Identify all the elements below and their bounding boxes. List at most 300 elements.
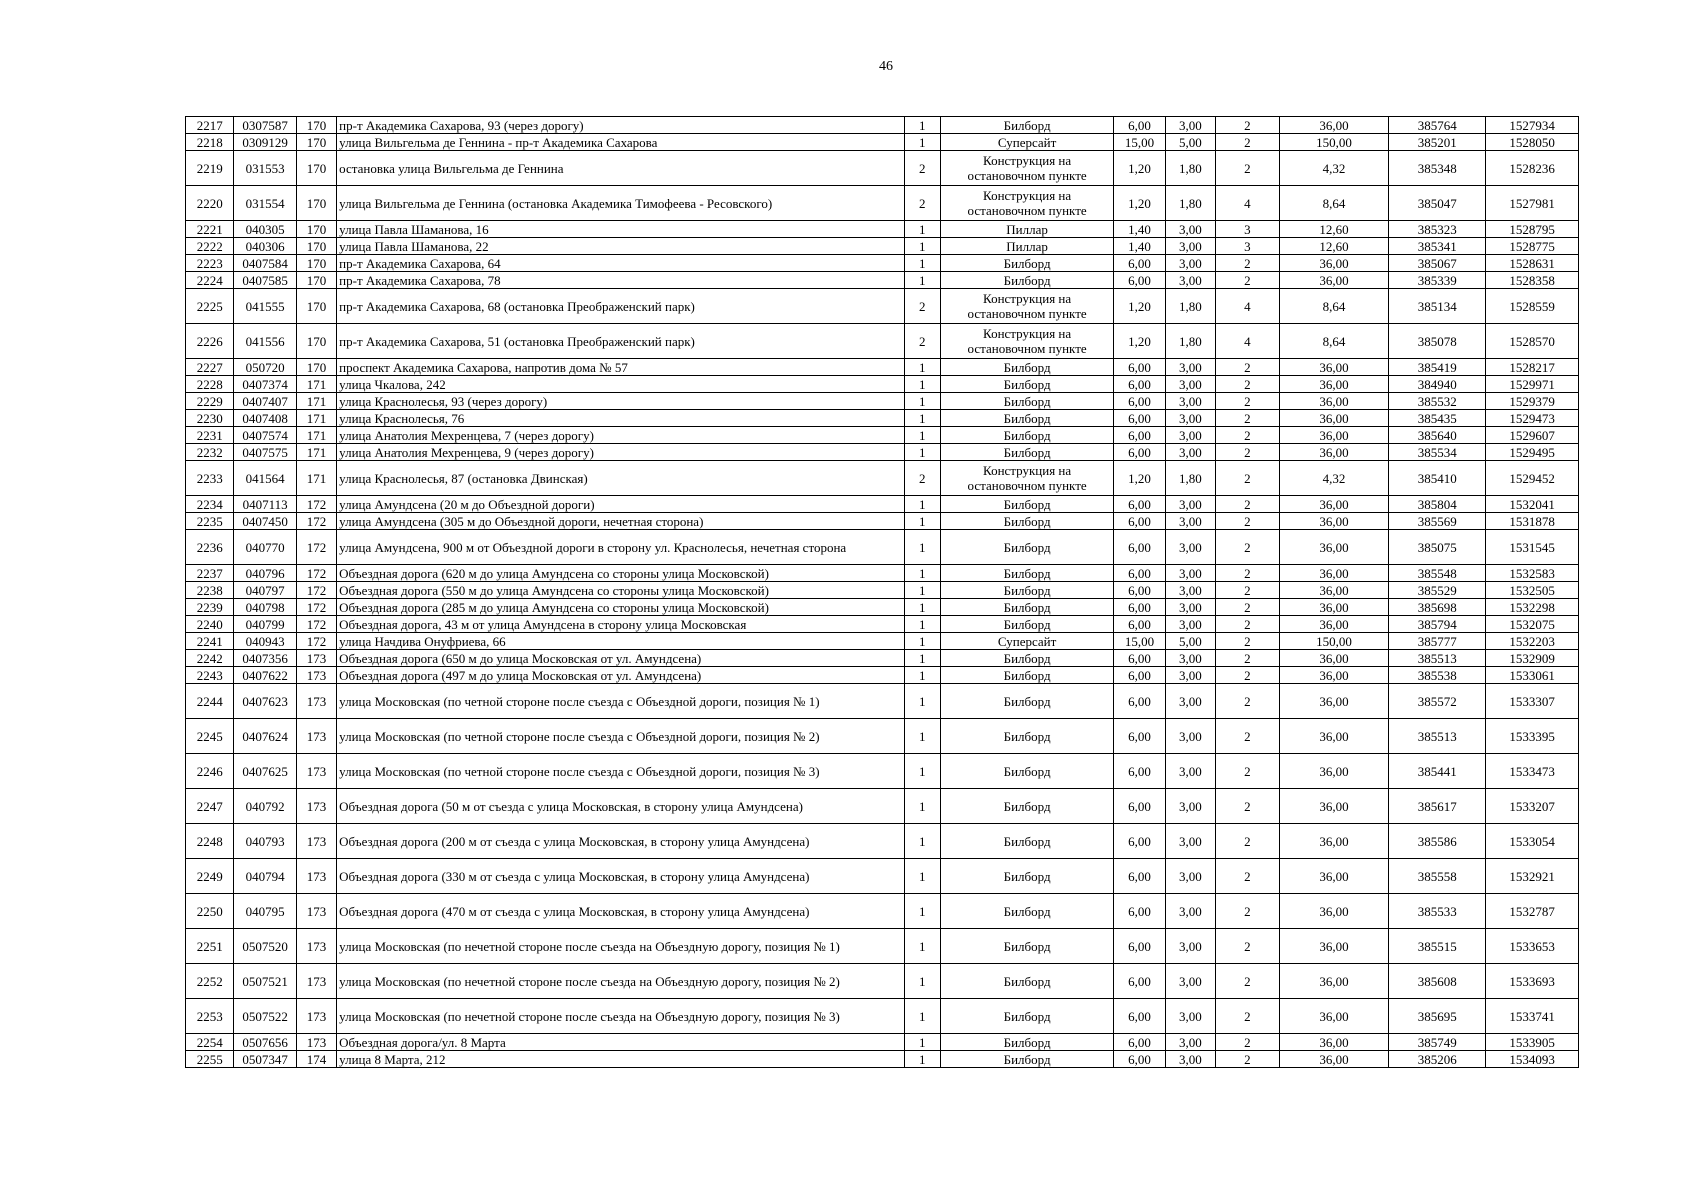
table-row [186,134,1579,151]
height-cell: 1,80 [1165,186,1215,221]
coord-y-cell: 1531545 [1486,530,1579,565]
address-cell: пр-т Академика Сахарова, 51 (остановка Преображенский парк) [337,324,904,359]
address-cell: улица Начдива Онуфриева, 66 [337,633,904,650]
structure-code-cell: 0407408 [234,410,296,427]
height-cell: 3,00 [1165,582,1215,599]
area-cell: 4,32 [1279,461,1389,496]
height-cell: 3,00 [1165,684,1215,719]
address-cell: улица Вильгельма де Геннина (остановка Академика Тимофеева - Ресовского) [337,186,904,221]
width-cell: 6,00 [1114,272,1165,289]
width-cell: 1,20 [1114,461,1165,496]
quantity-cell: 1 [904,824,940,859]
sides-cell: 2 [1216,684,1280,719]
sides-cell: 2 [1216,1051,1280,1068]
zone-cell: 170 [296,221,336,238]
structure-code-cell: 040305 [234,221,296,238]
structure-code-cell: 040793 [234,824,296,859]
zone-cell: 171 [296,427,336,444]
sides-cell: 2 [1216,582,1280,599]
area-cell: 36,00 [1279,894,1389,929]
coord-y-cell: 1533473 [1486,754,1579,789]
structure-code-cell: 0407575 [234,444,296,461]
structure-type-cell: Билборд [940,999,1113,1034]
width-cell: 6,00 [1114,754,1165,789]
row-number-cell: 2254 [186,1034,234,1051]
coord-y-cell: 1532298 [1486,599,1579,616]
coord-x-cell: 385410 [1389,461,1486,496]
quantity-cell: 2 [904,461,940,496]
structure-type-cell: Пиллар [940,221,1113,238]
coord-y-cell: 1528631 [1486,255,1579,272]
table-row [186,376,1579,393]
coord-y-cell: 1533905 [1486,1034,1579,1051]
coord-y-cell: 1533653 [1486,929,1579,964]
table-row [186,633,1579,650]
sides-cell: 2 [1216,134,1280,151]
table-row [186,824,1579,859]
structure-type-cell: Билборд [940,496,1113,513]
table-row [186,719,1579,754]
table-row [186,894,1579,929]
structure-type-cell: Конструкция на остановочном пункте [940,324,1113,359]
quantity-cell: 1 [904,667,940,684]
area-cell: 36,00 [1279,1034,1389,1051]
structure-code-cell: 041564 [234,461,296,496]
width-cell: 1,20 [1114,151,1165,186]
structure-code-cell: 0407623 [234,684,296,719]
structure-type-cell: Билборд [940,272,1113,289]
quantity-cell: 1 [904,255,940,272]
row-number-cell: 2234 [186,496,234,513]
zone-cell: 173 [296,667,336,684]
zone-cell: 173 [296,650,336,667]
coord-x-cell: 385533 [1389,894,1486,929]
structure-type-cell: Конструкция на остановочном пункте [940,289,1113,324]
table-row [186,117,1579,134]
zone-cell: 173 [296,789,336,824]
row-number-cell: 2224 [186,272,234,289]
structure-type-cell: Билборд [940,565,1113,582]
coord-y-cell: 1527981 [1486,186,1579,221]
zone-cell: 173 [296,684,336,719]
coord-y-cell: 1533307 [1486,684,1579,719]
area-cell: 36,00 [1279,616,1389,633]
coord-x-cell: 385572 [1389,684,1486,719]
row-number-cell: 2246 [186,754,234,789]
width-cell: 1,40 [1114,221,1165,238]
quantity-cell: 1 [904,565,940,582]
structure-code-cell: 040794 [234,859,296,894]
row-number-cell: 2236 [186,530,234,565]
coord-x-cell: 385339 [1389,272,1486,289]
structure-type-cell: Билборд [940,1034,1113,1051]
coord-y-cell: 1532041 [1486,496,1579,513]
zone-cell: 174 [296,1051,336,1068]
height-cell: 5,00 [1165,633,1215,650]
zone-cell: 170 [296,289,336,324]
table-row [186,1051,1579,1068]
table-row [186,565,1579,582]
quantity-cell: 1 [904,376,940,393]
coord-x-cell: 385323 [1389,221,1486,238]
sides-cell: 2 [1216,444,1280,461]
sides-cell: 2 [1216,496,1280,513]
coord-y-cell: 1529379 [1486,393,1579,410]
area-cell: 36,00 [1279,565,1389,582]
coord-x-cell: 385558 [1389,859,1486,894]
address-cell: улица Павла Шаманова, 22 [337,238,904,255]
coord-x-cell: 385134 [1389,289,1486,324]
zone-cell: 170 [296,238,336,255]
coord-x-cell: 385538 [1389,667,1486,684]
structure-type-cell: Билборд [940,255,1113,272]
area-cell: 36,00 [1279,530,1389,565]
width-cell: 6,00 [1114,496,1165,513]
row-number-cell: 2233 [186,461,234,496]
table-row [186,859,1579,894]
coord-y-cell: 1532583 [1486,565,1579,582]
structure-type-cell: Пиллар [940,238,1113,255]
area-cell: 36,00 [1279,719,1389,754]
coord-x-cell: 385695 [1389,999,1486,1034]
row-number-cell: 2248 [186,824,234,859]
structure-code-cell: 041556 [234,324,296,359]
structure-type-cell: Конструкция на остановочном пункте [940,186,1113,221]
width-cell: 6,00 [1114,1034,1165,1051]
zone-cell: 172 [296,616,336,633]
table-row [186,789,1579,824]
sides-cell: 2 [1216,999,1280,1034]
table-row [186,1034,1579,1051]
coord-x-cell: 385548 [1389,565,1486,582]
coord-x-cell: 385078 [1389,324,1486,359]
width-cell: 6,00 [1114,427,1165,444]
coord-y-cell: 1532787 [1486,894,1579,929]
sides-cell: 2 [1216,272,1280,289]
structure-code-cell: 0407584 [234,255,296,272]
coord-y-cell: 1528775 [1486,238,1579,255]
height-cell: 3,00 [1165,238,1215,255]
row-number-cell: 2217 [186,117,234,134]
structure-type-cell: Билборд [940,393,1113,410]
coord-x-cell: 385640 [1389,427,1486,444]
address-cell: улица Московская (по нечетной стороне после съезда на Объездную дорогу, позиция № 1) [337,929,904,964]
structure-code-cell: 031554 [234,186,296,221]
width-cell: 6,00 [1114,999,1165,1034]
table-row [186,151,1579,186]
width-cell: 1,40 [1114,238,1165,255]
width-cell: 6,00 [1114,530,1165,565]
row-number-cell: 2218 [186,134,234,151]
width-cell: 6,00 [1114,667,1165,684]
address-cell: Объездная дорога (620 м до улица Амундсена со стороны улица Московской) [337,565,904,582]
width-cell: 6,00 [1114,599,1165,616]
row-number-cell: 2252 [186,964,234,999]
quantity-cell: 1 [904,496,940,513]
structure-type-cell: Билборд [940,894,1113,929]
height-cell: 3,00 [1165,444,1215,461]
coord-x-cell: 385804 [1389,496,1486,513]
address-cell: улица Амундсена (305 м до Объездной дороги, нечетная сторона) [337,513,904,530]
sides-cell: 2 [1216,894,1280,929]
quantity-cell: 1 [904,684,940,719]
quantity-cell: 1 [904,359,940,376]
quantity-cell: 2 [904,289,940,324]
sides-cell: 2 [1216,513,1280,530]
coord-x-cell: 385617 [1389,789,1486,824]
address-cell: улица Вильгельма де Геннина - пр-т Академика Сахарова [337,134,904,151]
width-cell: 6,00 [1114,859,1165,894]
area-cell: 8,64 [1279,289,1389,324]
row-number-cell: 2249 [186,859,234,894]
width-cell: 6,00 [1114,582,1165,599]
zone-cell: 171 [296,461,336,496]
address-cell: проспект Академика Сахарова, напротив дома № 57 [337,359,904,376]
area-cell: 36,00 [1279,444,1389,461]
sides-cell: 2 [1216,461,1280,496]
address-cell: Объездная дорога (330 м от съезда с улица Московская, в сторону улица Амундсена) [337,859,904,894]
area-cell: 12,60 [1279,238,1389,255]
row-number-cell: 2231 [186,427,234,444]
zone-cell: 170 [296,255,336,272]
structure-code-cell: 0407625 [234,754,296,789]
zone-cell: 172 [296,599,336,616]
quantity-cell: 1 [904,513,940,530]
row-number-cell: 2242 [186,650,234,667]
area-cell: 150,00 [1279,633,1389,650]
width-cell: 6,00 [1114,650,1165,667]
row-number-cell: 2235 [186,513,234,530]
structure-code-cell: 0407113 [234,496,296,513]
advertising-structures-table [185,116,1579,1068]
area-cell: 36,00 [1279,929,1389,964]
width-cell: 6,00 [1114,616,1165,633]
area-cell: 36,00 [1279,667,1389,684]
structure-code-cell: 040798 [234,599,296,616]
width-cell: 6,00 [1114,255,1165,272]
zone-cell: 170 [296,117,336,134]
coord-x-cell: 385435 [1389,410,1486,427]
sides-cell: 2 [1216,754,1280,789]
area-cell: 36,00 [1279,427,1389,444]
height-cell: 3,00 [1165,1034,1215,1051]
quantity-cell: 1 [904,134,940,151]
row-number-cell: 2243 [186,667,234,684]
sides-cell: 3 [1216,221,1280,238]
coord-y-cell: 1533061 [1486,667,1579,684]
structure-code-cell: 040943 [234,633,296,650]
coord-y-cell: 1529495 [1486,444,1579,461]
height-cell: 3,00 [1165,719,1215,754]
height-cell: 1,80 [1165,151,1215,186]
quantity-cell: 1 [904,599,940,616]
sides-cell: 2 [1216,255,1280,272]
coord-y-cell: 1532909 [1486,650,1579,667]
structure-code-cell: 040799 [234,616,296,633]
structure-type-cell: Билборд [940,616,1113,633]
height-cell: 3,00 [1165,565,1215,582]
row-number-cell: 2250 [186,894,234,929]
height-cell: 3,00 [1165,929,1215,964]
table-row [186,754,1579,789]
width-cell: 6,00 [1114,929,1165,964]
address-cell: улица Московская (по четной стороне после съезда с Объездной дороги, позиция № 3) [337,754,904,789]
sides-cell: 2 [1216,599,1280,616]
zone-cell: 173 [296,999,336,1034]
coord-x-cell: 385067 [1389,255,1486,272]
structure-type-cell: Билборд [940,530,1113,565]
coord-y-cell: 1533054 [1486,824,1579,859]
area-cell: 36,00 [1279,410,1389,427]
row-number-cell: 2230 [186,410,234,427]
structure-type-cell: Билборд [940,964,1113,999]
structure-type-cell: Конструкция на остановочном пункте [940,151,1113,186]
structure-code-cell: 0407574 [234,427,296,444]
height-cell: 3,00 [1165,824,1215,859]
coord-x-cell: 385534 [1389,444,1486,461]
row-number-cell: 2227 [186,359,234,376]
structure-code-cell: 040797 [234,582,296,599]
area-cell: 36,00 [1279,650,1389,667]
address-cell: улица Краснолесья, 87 (остановка Двинская) [337,461,904,496]
structure-type-cell: Билборд [940,650,1113,667]
height-cell: 1,80 [1165,289,1215,324]
coord-x-cell: 385749 [1389,1034,1486,1051]
address-cell: Объездная дорога (200 м от съезда с улица Московская, в сторону улица Амундсена) [337,824,904,859]
width-cell: 6,00 [1114,824,1165,859]
zone-cell: 172 [296,565,336,582]
zone-cell: 172 [296,496,336,513]
structure-type-cell: Конструкция на остановочном пункте [940,461,1113,496]
structure-code-cell: 041555 [234,289,296,324]
height-cell: 3,00 [1165,754,1215,789]
structure-type-cell: Билборд [940,789,1113,824]
sides-cell: 2 [1216,667,1280,684]
page-number: 46 [879,59,893,74]
row-number-cell: 2255 [186,1051,234,1068]
quantity-cell: 1 [904,410,940,427]
quantity-cell: 1 [904,582,940,599]
coord-x-cell: 385419 [1389,359,1486,376]
coord-x-cell: 384940 [1389,376,1486,393]
address-cell: улица 8 Марта, 212 [337,1051,904,1068]
structure-code-cell: 0407624 [234,719,296,754]
sides-cell: 4 [1216,289,1280,324]
structure-type-cell: Билборд [940,582,1113,599]
width-cell: 6,00 [1114,789,1165,824]
structure-type-cell: Билборд [940,513,1113,530]
coord-y-cell: 1528050 [1486,134,1579,151]
coord-y-cell: 1533395 [1486,719,1579,754]
quantity-cell: 1 [904,859,940,894]
sides-cell: 2 [1216,410,1280,427]
coord-x-cell: 385201 [1389,134,1486,151]
address-cell: улица Краснолесья, 93 (через дорогу) [337,393,904,410]
height-cell: 3,00 [1165,999,1215,1034]
area-cell: 12,60 [1279,221,1389,238]
structure-code-cell: 0407622 [234,667,296,684]
table-row [186,289,1579,324]
height-cell: 3,00 [1165,789,1215,824]
height-cell: 3,00 [1165,1051,1215,1068]
width-cell: 1,20 [1114,186,1165,221]
area-cell: 36,00 [1279,272,1389,289]
width-cell: 6,00 [1114,513,1165,530]
table-row [186,324,1579,359]
width-cell: 6,00 [1114,1051,1165,1068]
address-cell: Объездная дорога/ул. 8 Марта [337,1034,904,1051]
coord-x-cell: 385777 [1389,633,1486,650]
coord-x-cell: 385513 [1389,719,1486,754]
row-number-cell: 2226 [186,324,234,359]
structure-type-cell: Билборд [940,376,1113,393]
height-cell: 1,80 [1165,324,1215,359]
sides-cell: 2 [1216,151,1280,186]
table-row [186,667,1579,684]
address-cell: Объездная дорога (285 м до улица Амундсена со стороны улица Московской) [337,599,904,616]
structure-code-cell: 040792 [234,789,296,824]
coord-y-cell: 1529473 [1486,410,1579,427]
coord-y-cell: 1529452 [1486,461,1579,496]
area-cell: 36,00 [1279,754,1389,789]
coord-x-cell: 385764 [1389,117,1486,134]
quantity-cell: 2 [904,186,940,221]
sides-cell: 2 [1216,929,1280,964]
height-cell: 3,00 [1165,410,1215,427]
structure-code-cell: 0407450 [234,513,296,530]
structure-type-cell: Билборд [940,444,1113,461]
quantity-cell: 1 [904,530,940,565]
row-number-cell: 2244 [186,684,234,719]
coord-y-cell: 1532203 [1486,633,1579,650]
zone-cell: 172 [296,513,336,530]
zone-cell: 173 [296,719,336,754]
table-row [186,599,1579,616]
height-cell: 3,00 [1165,221,1215,238]
area-cell: 36,00 [1279,824,1389,859]
structure-type-cell: Билборд [940,410,1113,427]
address-cell: пр-т Академика Сахарова, 68 (остановка Преображенский парк) [337,289,904,324]
row-number-cell: 2239 [186,599,234,616]
address-cell: улица Амундсена (20 м до Объездной дороги) [337,496,904,513]
structure-type-cell: Билборд [940,824,1113,859]
structure-code-cell: 040795 [234,894,296,929]
coord-x-cell: 385608 [1389,964,1486,999]
row-number-cell: 2253 [186,999,234,1034]
coord-x-cell: 385529 [1389,582,1486,599]
height-cell: 3,00 [1165,117,1215,134]
coord-x-cell: 385075 [1389,530,1486,565]
quantity-cell: 1 [904,754,940,789]
coord-x-cell: 385586 [1389,824,1486,859]
zone-cell: 172 [296,530,336,565]
structure-type-cell: Суперсайт [940,134,1113,151]
table-row [186,964,1579,999]
structure-code-cell: 0307587 [234,117,296,134]
area-cell: 150,00 [1279,134,1389,151]
structure-type-cell: Билборд [940,859,1113,894]
coord-y-cell: 1532505 [1486,582,1579,599]
row-number-cell: 2221 [186,221,234,238]
structure-type-cell: Билборд [940,117,1113,134]
zone-cell: 171 [296,410,336,427]
height-cell: 3,00 [1165,393,1215,410]
width-cell: 6,00 [1114,894,1165,929]
row-number-cell: 2225 [186,289,234,324]
address-cell: улица Анатолия Мехренцева, 7 (через дорогу) [337,427,904,444]
structure-type-cell: Билборд [940,754,1113,789]
table-row [186,238,1579,255]
